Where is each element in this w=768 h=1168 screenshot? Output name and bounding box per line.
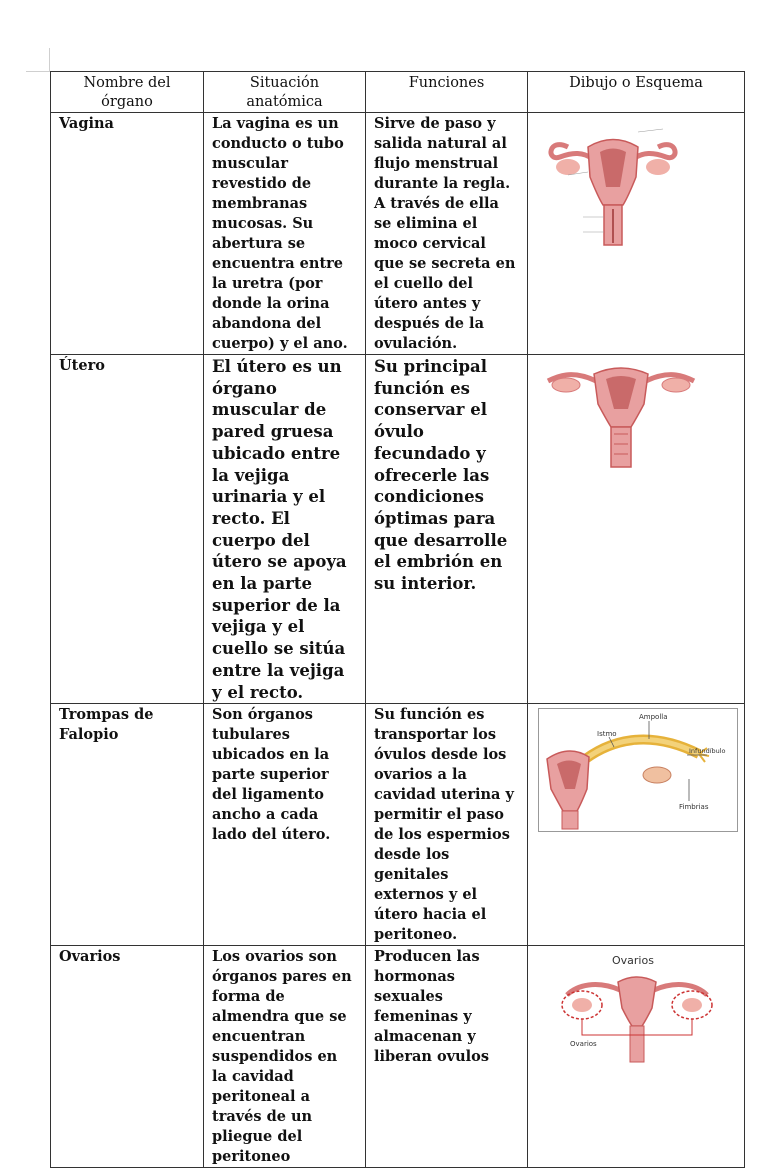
table-row <box>51 355 745 704</box>
header-location: Situación anatómica <box>204 72 366 113</box>
label-infundibulo: Infundíbulo <box>689 747 726 756</box>
organ-function: Su función es transportar los óvulos desde los ovarios a la cavidad uterina y permitir el paso de los espermios desde los genitales externos y el útero hacia el peritoneo. <box>366 704 528 946</box>
organ-location: La vagina es un conducto o tubo muscular revestido de membranas mucosas. Su abertura se encuentra entre la uretra (por donde la orina abandona del cuerpo) y el ano. <box>204 113 366 355</box>
ovaries-diagram <box>542 950 732 1070</box>
organ-name: Trompas de Falopio <box>51 704 204 946</box>
organ-name: Útero <box>51 355 204 704</box>
page-corner-mark <box>49 48 50 72</box>
organ-function: Su principal función es conservar el óvulo fecundado y ofrecerle las condiciones óptimas para que desarrolle el embrión en su interior. <box>366 355 528 704</box>
organ-name: Ovarios <box>51 946 204 1168</box>
organs-table <box>50 71 745 1168</box>
organ-drawing-cell <box>528 355 745 704</box>
organ-function: Producen las hormonas sexuales femeninas y almacenan y liberan ovulos <box>366 946 528 1168</box>
page-corner-mark <box>26 71 50 72</box>
organ-location: Son órganos tubulares ubicados en la parte superior del ligamento ancho a cada lado del útero. <box>204 704 366 946</box>
uterus-diagram <box>536 359 706 469</box>
organ-drawing-cell <box>528 704 745 946</box>
label-istmo: Istmo <box>597 730 617 739</box>
table-row <box>51 704 745 946</box>
header-organ-name: Nombre del órgano <box>51 72 204 113</box>
label-ampolla: Ampolla <box>639 713 668 722</box>
table-header-row <box>51 72 745 113</box>
vagina-diagram <box>538 117 688 247</box>
fallopian-tubes-diagram <box>538 708 738 832</box>
organ-drawing-cell <box>528 946 745 1168</box>
organ-name: Vagina <box>51 113 204 355</box>
organ-location: El útero es un órgano muscular de pared gruesa ubicado entre la vejiga urinaria y el recto. El cuerpo del útero se apoya en la parte superior de la vejiga y el cuello se sitúa entre la vejiga y el recto. <box>204 355 366 704</box>
header-functions: Funciones <box>366 72 528 113</box>
ovaries-label: Ovarios <box>570 1040 597 1049</box>
header-drawing: Dibujo o Esquema <box>528 72 745 113</box>
table-row <box>51 113 745 355</box>
label-fimbrias: Fimbrias <box>679 803 709 812</box>
ovaries-title: Ovarios <box>612 954 654 968</box>
table-row <box>51 946 745 1168</box>
organ-function: Sirve de paso y salida natural al flujo menstrual durante la regla. A través de ella se elimina el moco cervical que se secreta en el cuello del útero antes y después de la ovulación. <box>366 113 528 355</box>
organ-drawing-cell <box>528 113 745 355</box>
organ-location: Los ovarios son órganos pares en forma de almendra que se encuentran suspendidos en la cavidad peritoneal a través de un pliegue del peritoneo <box>204 946 366 1168</box>
